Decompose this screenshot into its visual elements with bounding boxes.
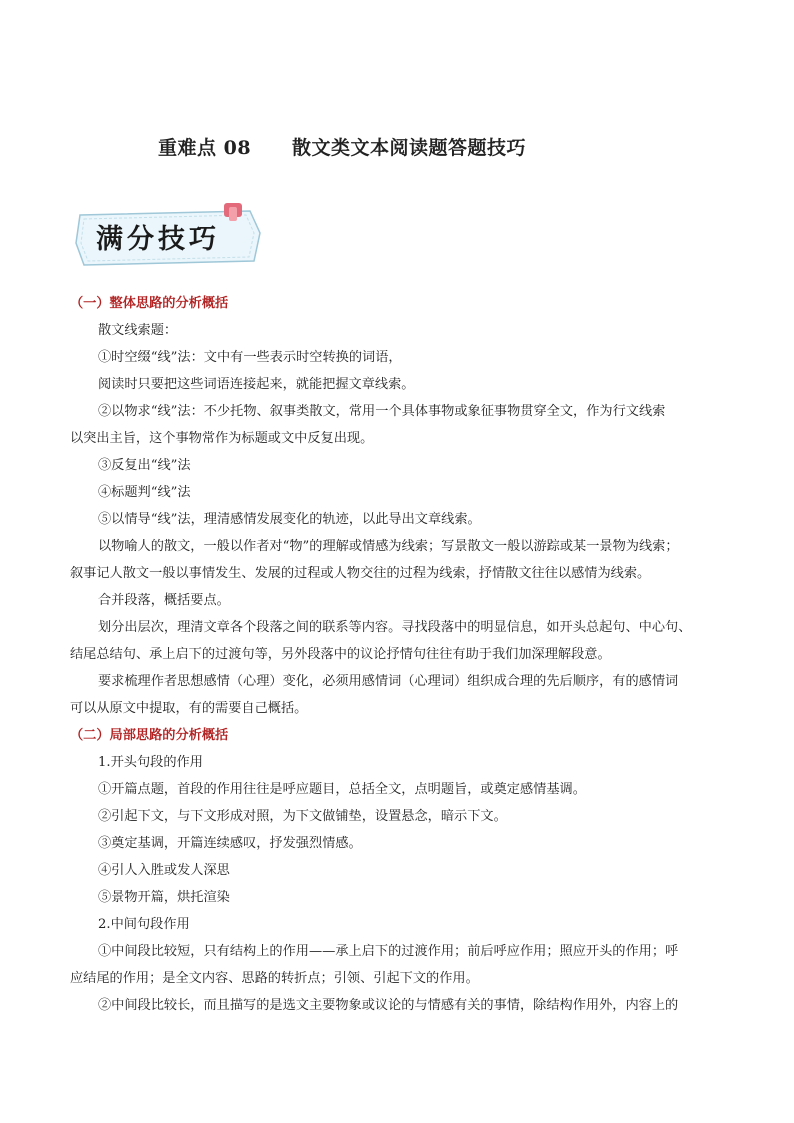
paragraph-line: 应结尾的作用；是全文内容、思路的转折点；引领、引起下文的作用。 xyxy=(70,971,479,986)
paragraph-line: ⑤景物开篇，烘托渲染 xyxy=(98,890,230,905)
paragraph-line: 以突出主旨，这个事物常作为标题或文中反复出现。 xyxy=(70,431,374,446)
paragraph-line: ②中间段比较长，而且描写的是选文主要物象或议论的与情感有关的事情，除结构作用外，内容上的 xyxy=(98,998,679,1013)
section-heading: （一）整体思路的分析概括 xyxy=(70,296,229,311)
paragraph-line: ④引人入胜或发人深思 xyxy=(98,863,230,878)
paragraph-line: 叙事记人散文一般以事情发生、发展的过程或人物交往的过程为线索，抒情散文往往以感情为线索。 xyxy=(70,566,651,581)
document-body xyxy=(70,290,730,1019)
paragraph-line: ③奠定基调，开篇连续感叹，抒发强烈情感。 xyxy=(98,836,362,851)
paragraph-line: 散文线索题： xyxy=(98,323,178,338)
paragraph-line: ①时空缀“线”法：文中有一些表示时空转换的词语， xyxy=(98,350,402,365)
paragraph-line: ②引起下文，与下文形成对照，为下文做铺垫，设置悬念，暗示下文。 xyxy=(98,809,507,824)
paragraph-line: ④标题判“线”法 xyxy=(98,485,191,500)
section-heading: （二）局部思路的分析概括 xyxy=(70,728,229,743)
paragraph-line: 以物喻人的散文，一般以作者对“物”的理解或情感为线索；写景散文一般以游踪或某一景物为线索； xyxy=(98,539,679,554)
banner-label: 满分技巧 xyxy=(96,224,220,255)
paragraph-line: ①开篇点题，首段的作用往往是呼应题目，总括全文，点明题旨，或奠定感情基调。 xyxy=(98,782,586,797)
paragraph-line: 要求梳理作者思想感情（心理）变化，必须用感情词（心理词）组织成合理的先后顺序，有的感情词 xyxy=(98,674,679,689)
section-banner xyxy=(74,203,266,269)
paragraph-line: 1.开头句段的作用 xyxy=(98,755,203,770)
paragraph-line: 2.中间句段作用 xyxy=(98,917,190,932)
paragraph-line: 结尾总结句、承上启下的过渡句等，另外段落中的议论抒情句往往有助于我们加深理解段意。 xyxy=(70,647,611,662)
paragraph-line: ①中间段比较短，只有结构上的作用——承上启下的过渡作用；前后呼应作用；照应开头的作用；呼 xyxy=(98,944,679,959)
paragraph-line: 阅读时只要把这些词语连接起来，就能把握文章线索。 xyxy=(98,377,415,392)
paragraph-line: 合并段落，概括要点。 xyxy=(98,593,230,608)
paragraph-line: ③反复出“线”法 xyxy=(98,458,191,473)
title-text: 散文类文本阅读题答题技巧 xyxy=(292,137,527,159)
paragraph-line: ⑤以情导“线”法，理清感情发展变化的轨迹，以此导出文章线索。 xyxy=(98,512,481,527)
title-number: 重难点 08 xyxy=(158,137,252,159)
paragraph-line: 划分出层次，理清文章各个段落之间的联系等内容。寻找段落中的明显信息，如开头总起句、中心句、 xyxy=(98,620,692,635)
paragraph-line: 可以从原文中提取，有的需要自己概括。 xyxy=(70,701,308,716)
paragraph-line: ②以物求“线”法：不少托物、叙事类散文，常用一个具体事物或象征事物贯穿全文，作为行文线索 xyxy=(98,404,666,419)
